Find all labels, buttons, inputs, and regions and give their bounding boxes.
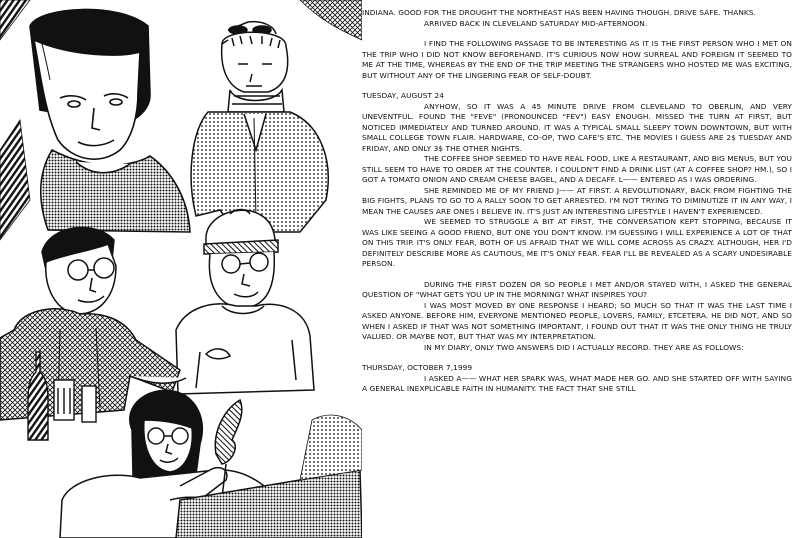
text-paragraph: SHE REMINDED ME OF MY FRIEND J—— AT FIRST. A REVOLUTIONARY, BACK FROM FIGHTING THE BIG FIGHTS, PLANS TO GO TO A RALLY SOON TO GET ARRESTED. I'M NOT TRYING TO DIMINUTIZE IT IN ANY WAY, I MEAN THE CAUSES ARE ONES I BELIEVE IN. IT'S JUST AN INTERESTING LIFESTYLE I HAVEN'T EXPERIENCED. bbox=[362, 185, 792, 216]
text-paragraph: IN MY DIARY, ONLY TWO ANSWERS DID I ACTUALLY RECORD. THEY ARE AS FOLLOWS: bbox=[424, 342, 744, 352]
text-paragraph: I FIND THE FOLLOWING PASSAGE TO BE INTERESTING AS IT IS THE FIRST PERSON WHO I MET ON THE TRIP WHO I DID NOT KNOW BEFOREHAND. IT'S CURIOUS NOW HOW SURREAL AND FOREIGN IT SEEMED TO ME AT THE TIME, WHEREAS BY THE END OF THE TRIP MEETING THE STRANGERS WHO HOSTED ME WAS EXCITING, BUT WITHOUT ANY OF THE LINGERING FEAR OF SELF-DOUBT. bbox=[362, 39, 792, 80]
text-paragraph: I WAS MOST MOVED BY ONE RESPONSE I HEARD; SO MUCH SO THAT IT WAS THE LAST TIME I ASKED ANYONE. BEFORE HIM, EVERYONE MENTIONED PEOPLE, LOVERS, FAMILY, ETCETERA. HE DID NOT, AND SO WHEN I ASKED IF THAT WAS NOT SOMETHING IMPORTANT, I FOUND OUT THAT IT WAS THE ONLY THING HE TRULY VALUED. OR MAYBE NOT, BUT THAT WAS MY INTERPRETATION. bbox=[362, 300, 792, 341]
text-paragraph: I ASKED A—— WHAT HER SPARK WAS, WHAT MADE HER GO. AND SHE STARTED OFF WITH SAYING A GENERAL INEXPLICABLE FAITH IN HUMANITY. THE FACT THAT SHE STILL bbox=[362, 373, 792, 393]
diary-text-column bbox=[362, 8, 792, 536]
diary-date: THURSDAY, OCTOBER 7,1999 bbox=[362, 363, 473, 372]
comic-illustration bbox=[0, 0, 362, 538]
portrait-woman-bangs bbox=[30, 9, 190, 232]
portrait-man-cap bbox=[176, 210, 314, 395]
portrait-woman-coat bbox=[191, 22, 328, 232]
text-paragraph: ANYHOW, SO IT WAS A 45 MINUTE DRIVE FROM CLEVELAND TO OBERLIN, AND VERY UNEVENTFUL. FOUND THE "FEVE" (PRONOUNCED "FEV") EASY ENOUGH. MISSED THE TURN AT FIRST, BUT NOTICED IMMEDIATELY AND TURNED AROUND. IT WAS A TYPICAL SMALL SLEEPY TOWN DOWNTOWN, BUT WITH SMALL COLLEGE TOWN FLAIR. HARDWARE, CO-OP, TWO CAFE'S ETC. THE MOVIES I GUESS ARE 2$ TUESDAY AND FRIDAY, AND ONLY 3$ THE OTHER NIGHTS. bbox=[362, 101, 792, 153]
text-paragraph: ARRIVED BACK IN CLEVELAND SATURDAY MID-AFTERNOON. bbox=[424, 18, 648, 28]
diary-date: TUESDAY, AUGUST 24 bbox=[362, 91, 445, 100]
text-paragraph: THE COFFEE SHOP SEEMED TO HAVE REAL FOOD, LIKE A RESTAURANT, AND BIG MENUS, BUT YOU STILL SEEM TO HAVE TO ORDER AT THE COUNTER. I COULDN'T FIND A DRINK LIST (AT A COFFEE SHOP? HM.), SO I GOT A TOMATO ONION AND CREAM CHEESE BAGEL, AND A DECAFF. L—— ENTERED AS I WAS ORDERING. bbox=[362, 154, 793, 184]
text-paragraph: INDIANA. GOOD FOR THE DROUGHT THE NORTHEAST HAS BEEN HAVING THOUGH. DRIVE SAFE. THANKS. bbox=[362, 8, 756, 17]
text-paragraph: WE SEEMED TO STRUGGLE A BIT AT FIRST, THE CONVERSATION KEPT STOPPING, BECAUSE IT WAS LIKE SEEING A GOOD FRIEND, BUT ONE YOU DON'T KNOW. I'M GUESSING I WILL EXPERIENCE A LOT OF THAT ON THIS TRIP. IT'S ONLY FEAR, BOTH OF US AFRAID THAT WE WILL COME ACROSS AS CRAZY. ALTHOUGH, HER I'D DEFINITELY DESCRIBE MORE AS CAUTIOUS, ME IT'S ONLY FEAR. FEAR I'LL BE REVEALED AS A SCARY UNDESIRABLE PERSON. bbox=[362, 217, 792, 268]
text-paragraph: DURING THE FIRST DOZEN OR SO PEOPLE I MET AND/OR STAYED WITH, I ASKED THE GENERAL QUESTION OF "WHAT GETS YOU UP IN THE MORNING? WHAT INSPIRES YOU? bbox=[362, 279, 792, 299]
